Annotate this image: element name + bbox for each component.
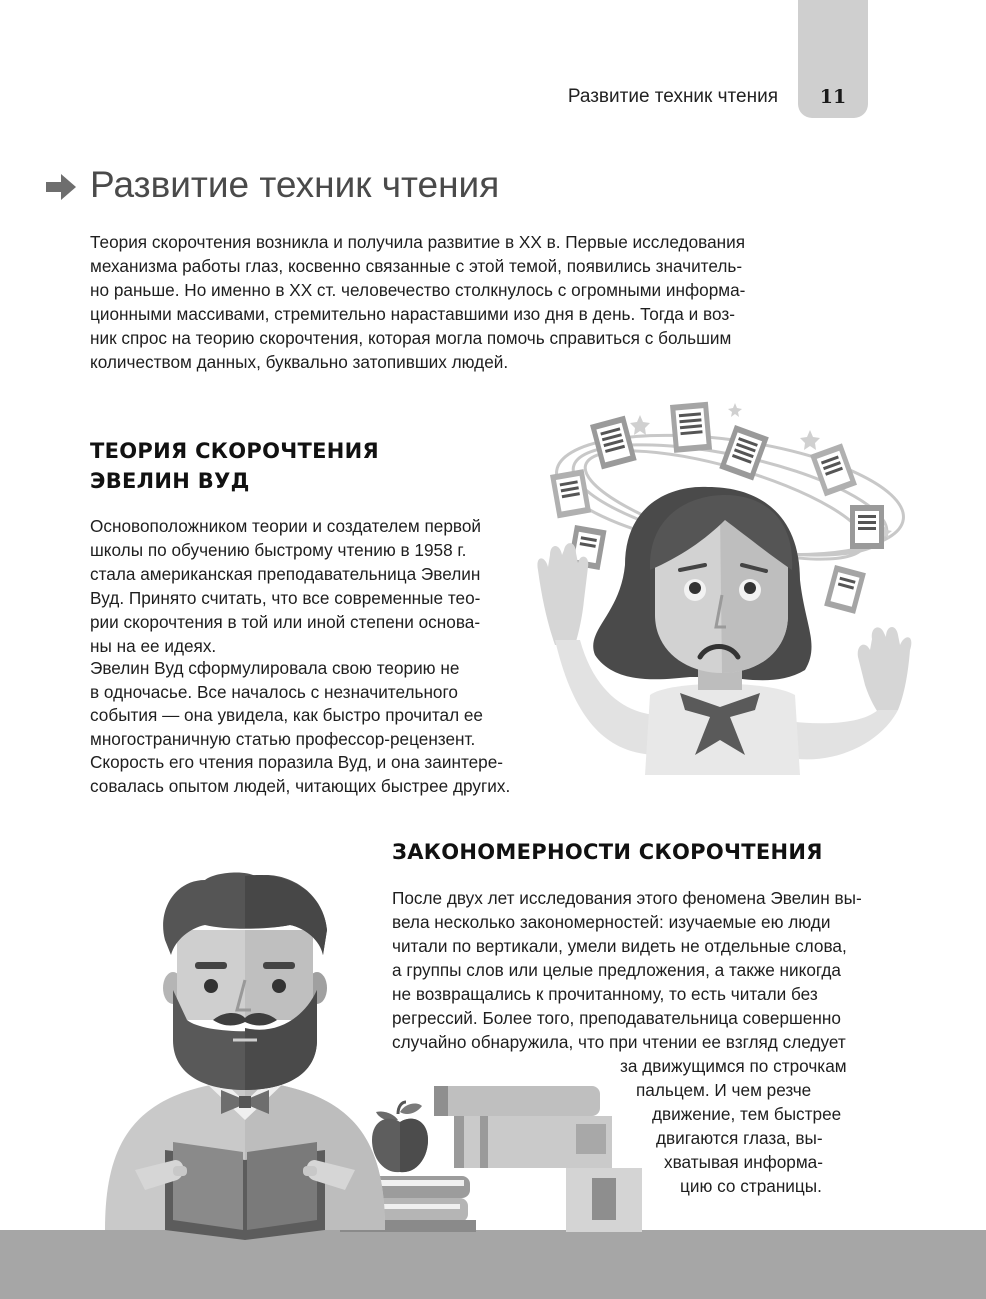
text-line: После двух лет исследования этого феномена Эвелин вы- bbox=[392, 888, 862, 908]
arrow-right-icon bbox=[44, 170, 78, 204]
text-line: читали по вертикали, умели видеть не отдельные слова, bbox=[392, 936, 847, 956]
text-line: но раньше. Но именно в XX ст. человечество столкнулось с огромными информа- bbox=[90, 280, 746, 300]
text-line: Скорость его чтения поразила Вуд, и она заинтере- bbox=[90, 752, 504, 772]
text-line: хватывая информа- bbox=[664, 1152, 823, 1172]
text-line: двигаются глаза, вы- bbox=[656, 1128, 823, 1148]
text-line: не возвращались к прочитанному, то есть читали без bbox=[392, 984, 818, 1004]
section-heading: ЗАКОНОМЕРНОСТИ СКОРОЧТЕНИЯ bbox=[392, 840, 823, 864]
running-header: Развитие техник чтения bbox=[567, 86, 778, 107]
text-line: случайно обнаружила, что при чтении ее взгляд следует bbox=[392, 1032, 846, 1052]
text-line: рии скорочтения в той или иной степени основа- bbox=[90, 612, 481, 632]
text-line: за движущимся по строчкам bbox=[620, 1056, 847, 1076]
text-line: стала американская преподавательница Эвелин bbox=[90, 564, 481, 584]
text-line: движение, тем быстрее bbox=[652, 1104, 842, 1124]
text-line: школы по обучению быстрому чтению в 1958 г. bbox=[90, 540, 467, 560]
text-line: Эвелин Вуд сформулировала свою теорию не bbox=[90, 658, 460, 678]
text-line: а группы слов или целые предложения, а также никогда bbox=[392, 960, 841, 980]
text-line: ник спрос на теорию скорочтения, которая могла помочь справиться с большим bbox=[90, 328, 732, 348]
text-line: события — она увидела, как быстро прочитал ее bbox=[90, 705, 483, 725]
text-line: ны на ее идеях. bbox=[90, 636, 217, 656]
text-line: совалась опытом людей, читающих быстрее других. bbox=[90, 776, 511, 796]
text-line: Основоположником теории и создателем первой bbox=[90, 516, 481, 536]
text-line: цию со страницы. bbox=[680, 1176, 822, 1196]
text-line: ционными массивами, стремительно нараставшими изо дня в день. Тогда и воз- bbox=[90, 304, 735, 324]
bearded-man-reading-illustration bbox=[95, 870, 395, 1250]
text-line: многостраничную статью профессор-рецензент. bbox=[90, 729, 476, 749]
text-line: механизма работы глаз, косвенно связанные с этой темой, появились значитель- bbox=[90, 256, 743, 276]
text-line: Теория скорочтения возникла и получила развитие в XX в. Первые исследования bbox=[90, 232, 746, 252]
text-line: количеством данных, буквально затопивших людей. bbox=[90, 352, 509, 372]
text-line: Вуд. Принято считать, что все современные тео- bbox=[90, 588, 481, 608]
page-number: 11 bbox=[819, 86, 847, 108]
section-heading: ЭВЕЛИН ВУД bbox=[90, 469, 250, 493]
text-line: регрессий. Более того, преподавательница совершенно bbox=[392, 1008, 841, 1028]
page-title: Развитие техник чтения bbox=[90, 164, 500, 205]
text-line: в одночасье. Все началось с незначительного bbox=[90, 682, 458, 702]
text-line: вела несколько закономерностей: изучаемые ею люди bbox=[392, 912, 831, 932]
woman-with-flying-papers-illustration bbox=[520, 395, 920, 775]
section-heading: ТЕОРИЯ СКОРОЧТЕНИЯ bbox=[90, 439, 380, 463]
text-line: пальцем. И чем резче bbox=[636, 1080, 812, 1100]
